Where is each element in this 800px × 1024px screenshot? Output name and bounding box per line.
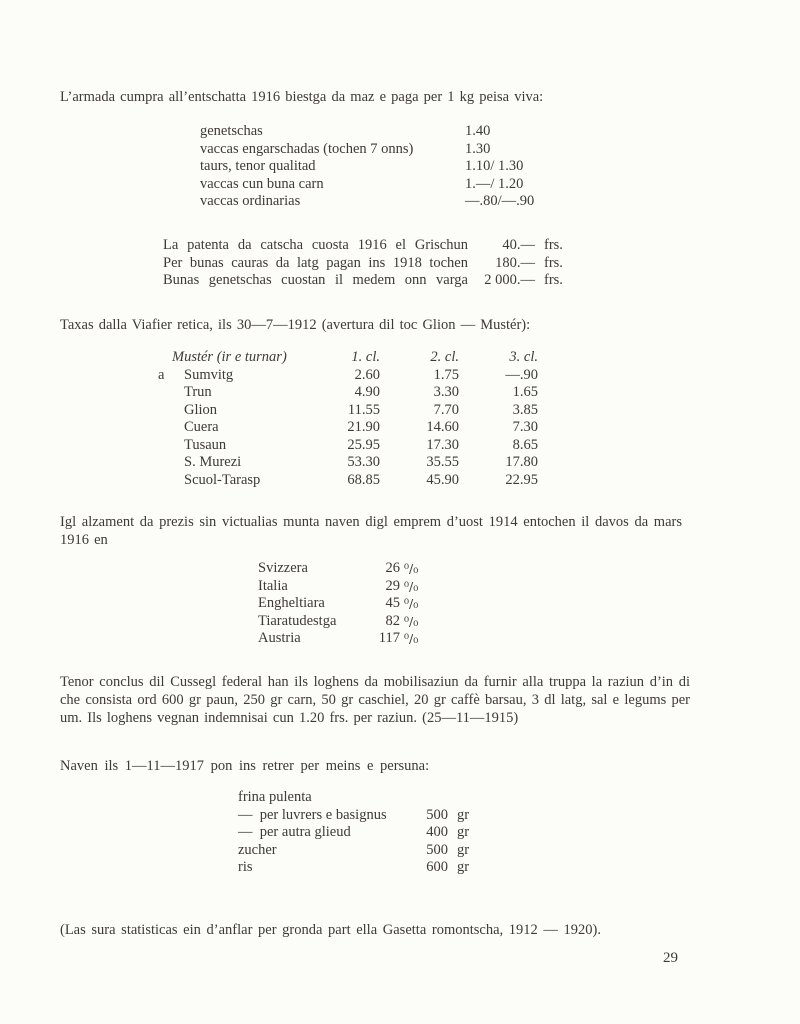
item-unit: gr	[457, 806, 470, 823]
list-item	[200, 141, 534, 159]
place-name: Glion	[184, 401, 218, 418]
table-cell: 11.55	[347, 401, 380, 418]
fare-table	[158, 349, 538, 489]
country-label: Austria	[258, 630, 301, 646]
table-cell: 1.75	[433, 366, 459, 383]
item-label: zucher	[238, 841, 277, 858]
cattle-price-list	[200, 123, 534, 211]
percent-value: 117	[378, 630, 400, 646]
table-cell: 17.30	[426, 436, 459, 453]
list-item	[258, 630, 418, 648]
table-cell: 1.65	[512, 384, 538, 400]
currency-unit: frs.	[544, 237, 563, 253]
list-item	[238, 789, 469, 807]
item-label: vaccas ordinarias	[200, 193, 301, 209]
percent-value: 82	[385, 612, 400, 629]
table-cell: —.90	[505, 366, 538, 383]
item-value: 400	[426, 824, 448, 840]
table-cell: 14.60	[426, 419, 459, 435]
list-item	[258, 560, 418, 578]
item-label: taurs, tenor qualitad	[200, 158, 316, 174]
table-cell: 53.30	[347, 454, 380, 470]
country-label: Italia	[258, 577, 288, 594]
item-label: genetschas	[200, 123, 263, 139]
item-label: vaccas cun buna carn	[200, 175, 324, 192]
table-cell-place	[158, 437, 323, 455]
table-cell-place	[158, 419, 323, 437]
table-cell-place	[158, 384, 323, 402]
list-item	[163, 237, 563, 255]
item-label: Bunas genetschas cuostan il medem onn varga	[163, 272, 468, 288]
table-cell: 68.85	[347, 471, 380, 488]
percent-sign: ⁰/₀	[404, 613, 419, 629]
place-name: Sumvitg	[184, 366, 234, 383]
item-unit: gr	[457, 841, 470, 858]
list-item	[163, 272, 563, 290]
rations-list	[238, 789, 469, 877]
percent-value: 45	[385, 595, 400, 611]
item-label: ris	[238, 859, 253, 875]
item-label: vaccas engarschadas (tochen 7 onns)	[200, 140, 414, 157]
item-label: frina pulenta	[238, 789, 312, 805]
column-header: 1. cl.	[351, 349, 380, 365]
item-value: 500	[426, 841, 448, 858]
list-item	[200, 176, 534, 194]
list-item	[238, 824, 469, 842]
table-cell: 21.90	[347, 419, 380, 435]
price-rise-paragraph: Igl alzament da prezis sin victualias munta naven digl emprem d’uost 1914 entochen il davos da mars 1916 en	[60, 514, 682, 548]
item-value: —.80/—.90	[465, 193, 535, 209]
list-item	[200, 123, 534, 141]
list-item	[238, 859, 469, 877]
row-prefix: a	[158, 366, 165, 383]
column-header: Mustér (ir e turnar)	[172, 349, 287, 365]
item-value: 1.—/ 1.20	[465, 175, 524, 192]
percent-value: 26	[385, 560, 400, 576]
list-item	[258, 595, 418, 613]
column-header: 3. cl.	[509, 349, 538, 365]
percent-sign: ⁰/₀	[404, 631, 419, 646]
table-cell-place	[158, 454, 323, 472]
column-header: 2. cl.	[430, 349, 459, 365]
table-cell: 45.90	[426, 471, 459, 488]
table-cell: 35.55	[426, 454, 459, 470]
monthly-ration-intro: Naven ils 1—11—1917 pon ins retrer per meins e persuna:	[60, 758, 430, 774]
place-name: Scuol-Tarasp	[184, 471, 261, 488]
item-value: 1.30	[465, 140, 491, 157]
table-cell: 17.80	[505, 454, 538, 470]
percent-sign: ⁰/₀	[404, 578, 419, 594]
item-amount: 40.—	[502, 237, 535, 253]
country-label: Svizzera	[258, 560, 308, 576]
table-cell-place	[158, 367, 323, 385]
currency-unit: frs.	[544, 272, 563, 288]
place-name: Cuera	[184, 419, 219, 435]
item-label: — per autra glieud	[238, 824, 351, 840]
item-unit: gr	[457, 824, 470, 840]
list-item	[258, 613, 418, 631]
percent-value: 29	[385, 577, 400, 594]
percent-sign: ⁰/₀	[404, 596, 419, 611]
place-name: Tusaun	[184, 436, 227, 453]
table-cell: 25.95	[347, 436, 380, 453]
list-item	[163, 255, 563, 273]
page-number: 29	[663, 950, 678, 966]
item-value	[408, 789, 448, 807]
table-cell: 8.65	[512, 436, 538, 453]
list-item	[200, 193, 534, 211]
table-cell: 7.30	[512, 419, 538, 435]
table-cell-place	[158, 402, 323, 420]
item-value: 1.10/ 1.30	[465, 158, 524, 174]
item-label: La patenta da catscha cuosta 1916 el Grischun	[163, 237, 468, 253]
fares-intro-paragraph: Taxas dalla Viafier retica, ils 30—7—1912 (avertura dil toc Glion — Mustér):	[60, 317, 531, 333]
place-name: Trun	[184, 384, 212, 400]
source-footnote: (Las sura statisticas ein d’anflar per gronda part ella Gasetta romontscha, 1912 — 1920).	[60, 922, 601, 938]
country-label: Engheltiara	[258, 595, 325, 611]
table-cell: 22.95	[505, 471, 538, 488]
table-cell: 3.85	[512, 401, 538, 418]
table-cell: 7.70	[433, 401, 459, 418]
list-item	[258, 578, 418, 596]
country-label: Tiaratudestga	[258, 612, 337, 629]
table-cell: 3.30	[433, 384, 459, 400]
place-name: S. Murezi	[184, 454, 242, 470]
table-cell: 2.60	[354, 366, 380, 383]
table-cell: 4.90	[354, 384, 380, 400]
costs-list	[163, 237, 563, 290]
list-item	[238, 807, 469, 825]
intro-paragraph: L’armada cumpra all’entschatta 1916 biestga da maz e paga per 1 kg peisa viva:	[60, 89, 544, 105]
item-label: — per luvrers e basignus	[238, 806, 387, 823]
item-amount: 2 000.—	[484, 272, 535, 288]
item-value: 600	[426, 859, 448, 875]
item-value: 500	[426, 806, 448, 823]
list-item	[200, 158, 534, 176]
table-cell-place	[158, 472, 323, 490]
item-value: 1.40	[465, 123, 491, 139]
percent-list	[258, 560, 418, 648]
item-label: Per bunas cauras da latg pagan ins 1918 tochen	[163, 254, 468, 271]
item-amount: 180.—	[495, 254, 535, 271]
ration-paragraph: Tenor conclus dil Cussegl federal han ils loghens da mobilisaziun da furnir alla truppa la raziun d’in di che consista ord 600 gr paun, 250 gr carn, 50 gr caschiel, 20 gr caffè barsau, 3 dl latg, sal e legums per um. Ils loghens vegnan indemnisai cun 1.20 frs. per raziun. (25—11—1915)	[60, 674, 690, 726]
currency-unit: frs.	[544, 254, 563, 271]
item-unit: gr	[457, 859, 470, 875]
list-item	[238, 842, 469, 860]
percent-sign: ⁰/₀	[404, 561, 419, 576]
